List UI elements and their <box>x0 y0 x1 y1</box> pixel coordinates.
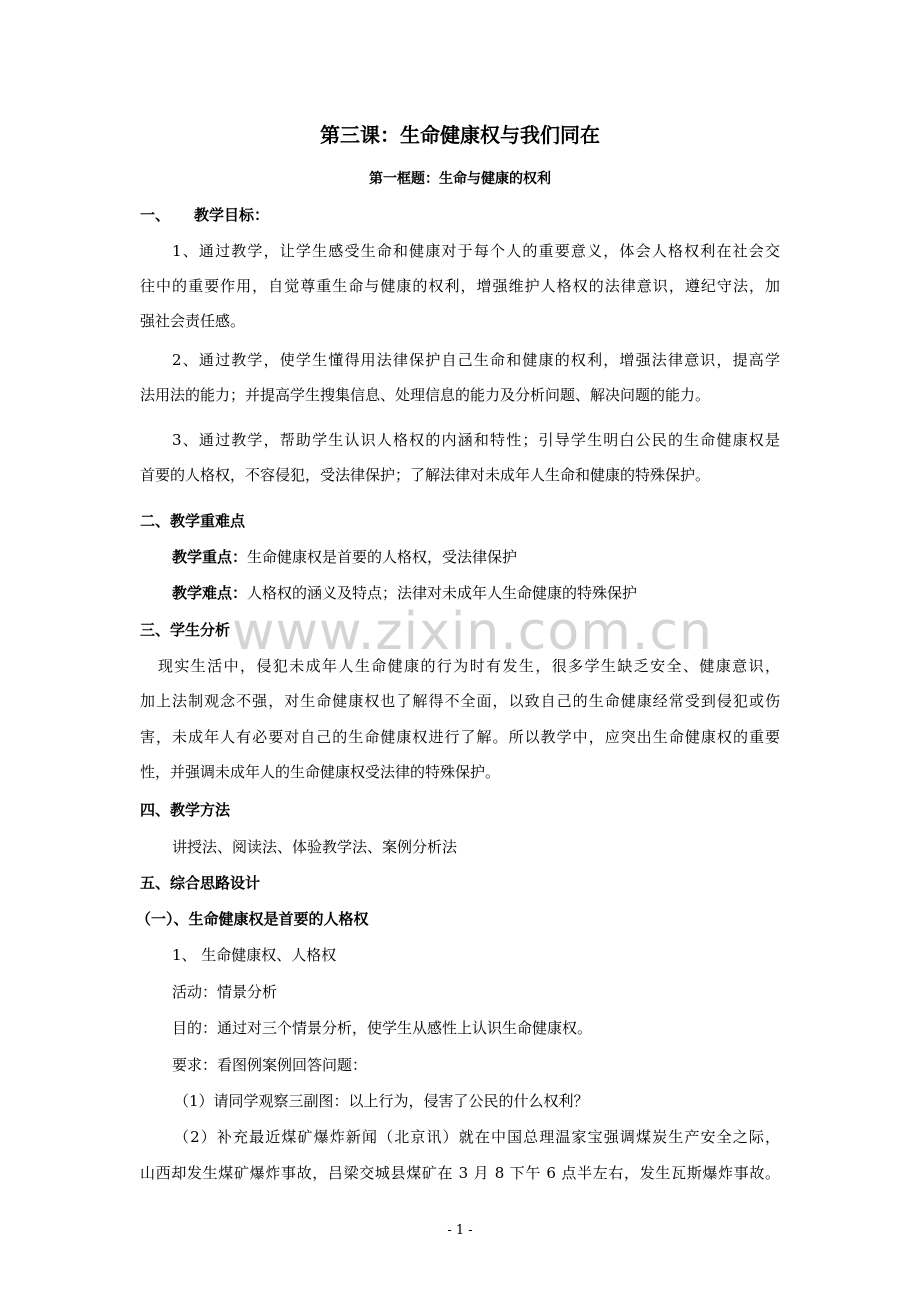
analysis-line-2: 加上法制观念不强，对生命健康权也了解得不全面，以致自己的生命健康经常受到侵犯或伤 <box>140 692 780 710</box>
teaching-methods: 讲授法、阅读法、体验教学法、案例分析法 <box>172 838 458 856</box>
section-key-difficult-points: 二、教学重难点 <box>140 512 246 530</box>
section-number: 一、 <box>140 206 171 224</box>
difficult-point-text: 人格权的涵义及特点；法律对未成年人生命健康的特殊保护 <box>247 584 638 602</box>
question-2-line-2: 山西却发生煤矿爆炸事故，吕梁交城县煤矿在 3 月 8 下午 6 点半左右，发生瓦斯爆炸事故。 <box>140 1164 780 1182</box>
section-design: 五、综合思路设计 <box>140 874 261 892</box>
section-teaching-goals <box>140 205 780 225</box>
difficult-point-label: 教学难点： <box>172 584 248 602</box>
key-point-text: 生命健康权是首要的人格权，受法律保护 <box>247 548 518 566</box>
question-1: （1）请同学观察三副图：以上行为，侵害了公民的什么权利？ <box>174 1092 589 1110</box>
goal-2-line-1: 2、通过教学，使学生懂得用法律保护自己生命和健康的权利，增强法律意识，提高学 <box>172 351 780 369</box>
page-number: - 1 - <box>447 1223 473 1238</box>
analysis-line-3: 害，未成年人有必要对自己的生命健康权进行了解。所以教学中，应突出生命健康权的重要 <box>140 728 780 746</box>
goal-1-line-2: 往中的重要作用，自觉尊重生命与健康的权利，增强维护人格权的法律意识，遵纪守法，加 <box>140 277 780 295</box>
watermark: www.zixin.com.cn <box>232 602 713 662</box>
goal-3-line-2: 首要的人格权，不容侵犯，受法律保护；了解法律对未成年人生命和健康的特殊保护。 <box>140 466 711 484</box>
goal-1-line-3: 强社会责任感。 <box>140 312 246 330</box>
requirement: 要求：看图例案例回答问题： <box>172 1056 368 1074</box>
purpose: 目的：通过对三个情景分析，使学生从感性上认识生命健康权。 <box>172 1019 593 1037</box>
key-point-label: 教学重点： <box>172 548 248 566</box>
section-student-analysis: 三、学生分析 <box>140 621 231 639</box>
goal-1-line-1: 1、通过教学，让学生感受生命和健康对于每个人的重要意义，体会人格权利在社会交 <box>172 242 780 260</box>
lesson-title: 第三课：生命健康权与我们同在 <box>320 123 600 147</box>
goal-2-line-2: 法用法的能力；并提高学生搜集信息、处理信息的能力及分析问题、解决问题的能力。 <box>140 386 711 404</box>
difficult-point <box>172 583 812 603</box>
activity: 活动：情景分析 <box>172 983 278 1001</box>
lesson-subtitle: 第一框题：生命与健康的权利 <box>369 171 551 187</box>
section-title: 教学目标： <box>194 206 270 224</box>
goal-3-line-1: 3、通过教学，帮助学生认识人格权的内涵和特性；引导学生明白公民的生命健康权是 <box>172 431 780 449</box>
key-point <box>172 547 812 567</box>
section-teaching-methods: 四、教学方法 <box>140 801 231 819</box>
analysis-line-1: 现实生活中，侵犯未成年人生命健康的行为时有发生，很多学生缺乏安全、健康意识， <box>158 657 780 675</box>
question-2-line-1: （2）补充最近煤矿爆炸新闻（北京讯）就在中国总理温家宝强调煤炭生产安全之际， <box>174 1128 780 1146</box>
item-1: 1、 生命健康权、人格权 <box>172 946 337 964</box>
part-1-title: （一）、生命健康权是首要的人格权 <box>136 910 369 928</box>
analysis-line-4: 性，并强调未成年人的生命健康权受法律的特殊保护。 <box>140 763 501 781</box>
